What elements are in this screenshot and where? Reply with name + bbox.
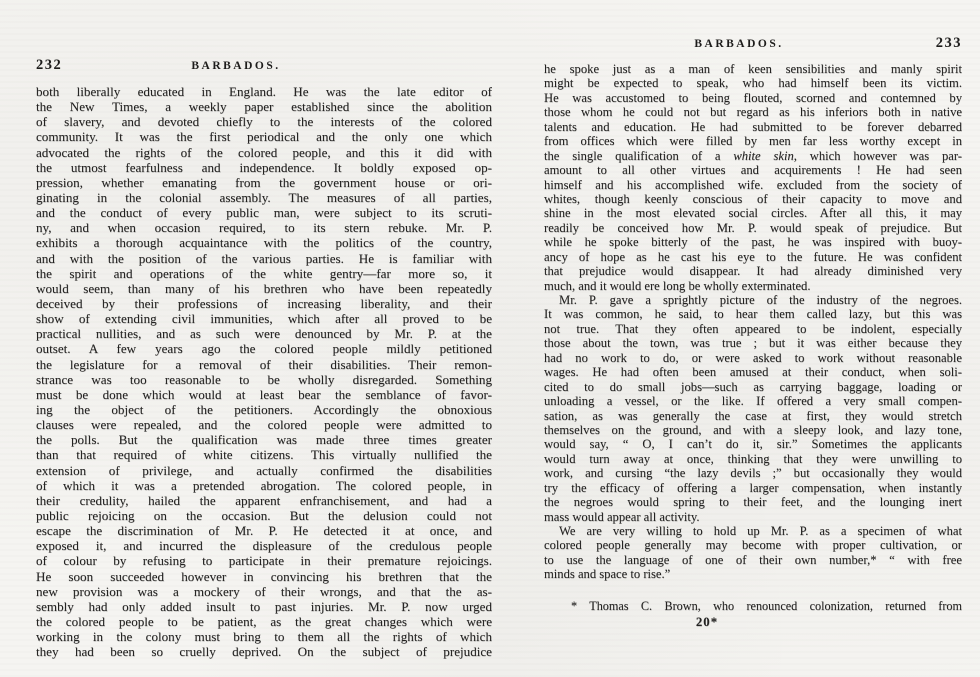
text-line: mass would appear all activity. (544, 509, 700, 524)
text-line: the legislature for a removal of their disabilities. Their remon- (36, 356, 492, 372)
signature-mark: 20* (695, 614, 719, 629)
text-line: He soon succeeded however in convincing his brethren that the (36, 568, 492, 584)
text-line: working in the colony must bring to them all the rights of which (36, 629, 492, 645)
text-line: the colored people to be patient, as the great changes which were (36, 613, 492, 629)
text-line: sembly had only added insult to past injuries. Mr. P. now urged (36, 598, 492, 614)
text-line: would seem, than many of his brethren who have been repeatedly (36, 280, 492, 296)
text-line: work, and cursing “the lazy devils ;” but occasionally they would (544, 466, 962, 481)
text-line: might be expected to speak, who had himself been its victim. (544, 76, 962, 91)
text-line: try the efficacy of offering a larger compensation, when instantly (544, 480, 962, 495)
text-line: the spirit and operations of the white gentry—far more so, it (36, 265, 492, 281)
text-line: from offices which were filled by men far less worthy except in (544, 134, 962, 149)
text-line: whites, though keenly conscious of their capacity to move and (544, 191, 962, 206)
text-line: of which it was a pretended abrogation. The colored people, in (36, 477, 492, 493)
text-line: their credulity, hailed the apparent enfranchisement, and had a (36, 492, 492, 508)
text-line: readily be conceived how Mr. P. would speak of prejudice. But (544, 220, 962, 235)
page-body-right (544, 62, 962, 582)
text-line: ginating in the colonial assembly. The measures of all parties, (36, 189, 492, 205)
text-line: talents and education. He had submitted to be forever debarred (544, 119, 962, 134)
text-line: pression, whether emanating from the government house or ori- (36, 174, 492, 190)
text-line: practical nullities, and as such were denounced by Mr. P. at the (36, 326, 492, 342)
text-line: of colour by refusing to participate in their premature rejoicings. (36, 553, 492, 569)
page-header-right (544, 35, 962, 51)
text-line: deceived by their professions of increasing liberality, and their (36, 295, 492, 311)
text-line: would turn away at once, thinking that they were unwilling to (544, 451, 962, 466)
text-line: those whom he could not but regard as his inferiors both in native (544, 105, 962, 120)
text-line: the utmost fearfulness and independence. It boldly exposed op- (36, 159, 492, 175)
text-line: strance was too reasonable to be wholly disregarded. Something (36, 371, 492, 387)
running-head-right: BARBADOS. (694, 38, 784, 50)
text-line: cited to do small jobs—such as carrying baggage, loading or (544, 379, 962, 394)
text-line: both liberally educated in England. He was the late editor of (36, 84, 492, 99)
text-line: the single qualification of a white skin, which however was par- (544, 148, 962, 163)
text-line: and the conduct of every public man, were subject to its scruti- (36, 205, 492, 221)
text-line: extension of privilege, and actually confirmed the disabilities (36, 462, 492, 478)
text-line: himself and his accomplished wife. excluded from the society of (544, 177, 962, 192)
text-line: they had been so cruelly deprived. On the subject of prejudice (36, 644, 492, 660)
text-line: while he spoke bitterly of the past, he was inspired with buoy- (544, 235, 962, 250)
text-line: colored people generally may become with proper cultivation, or (544, 538, 962, 553)
text-line: minds and space to rise.” (544, 567, 671, 582)
page-232 (36, 57, 492, 659)
text-line: Mr. P. gave a sprightly picture of the industry of the negroes. (559, 293, 962, 307)
page-number-left: 232 (36, 57, 63, 73)
text-line: clauses were repealed, and the colored people were admitted to (36, 417, 492, 433)
text-line: unloading a vessel, or the like. If offered a very small compen- (544, 394, 962, 409)
text-line: much, and it would ere long be wholly exterminated. (544, 278, 811, 293)
text-line: exposed it, and incurred the displeasure of the credulous people (36, 538, 492, 554)
text-line: themselves on the ground, and with a sleepy look, and lazy tone, (544, 422, 962, 437)
text-line: the polls. But the qualification was made three times greater (36, 432, 492, 448)
text-line: ancy of hope as he cast his eye to the future. He was confident (544, 249, 962, 264)
text-line: It was common, he said, to hear them called lazy, but this was (544, 307, 962, 322)
text-line: sation, as was generally the case at first, they would stretch (544, 408, 962, 423)
text-line: shine in the most elevated social circles. After all this, it may (544, 206, 962, 221)
text-line: show of extending civil immunities, which after all proved to be (36, 311, 492, 327)
text-line: and with the position of the various parties. He is familiar with (36, 250, 492, 266)
text-line: escape the discrimination of Mr. P. He detected it at once, and (36, 523, 492, 539)
footnote: * Thomas C. Brown, who renounced colonization, returned from (571, 598, 962, 613)
text-line: outset. A few years ago the colored people mildly petitioned (36, 341, 492, 357)
text-line: had no work to do, or were asked to work without reasonable (544, 350, 962, 365)
text-line: ing the object of the petitioners. Accordingly the obnoxious (36, 401, 492, 417)
text-line: those about the town, was true ; but it was either because they (544, 336, 962, 351)
text-line: to use the language of one of their own number,* “ with free (544, 552, 962, 567)
page-header-left (36, 57, 492, 73)
page-233 (544, 35, 962, 630)
text-line: the New Times, a weekly paper established since the abolition (36, 99, 492, 115)
page-number-right: 233 (935, 35, 962, 51)
text-line: not true. That they often appeared to be indolent, especially (544, 321, 962, 336)
text-line: wages. He had often been amused at their conduct, when soli- (544, 365, 962, 380)
text-line: We are very willing to hold up Mr. P. as a specimen of what (559, 524, 962, 538)
text-line: than that required of white citizens. This virtually nullified the (36, 447, 492, 463)
text-line: advocated the rights of the colored people, and this it did with (36, 144, 492, 160)
text-line: ny, and when occasion required, to its stern rebuke. Mr. P. (36, 220, 492, 236)
running-head-left: BARBADOS. (191, 60, 281, 72)
text-line: that prejudice would disappear. It had already diminished very (544, 264, 962, 279)
text-line: exhibits a thorough acquaintance with the politics of the country, (36, 235, 492, 251)
text-line: community. It was the first periodical and the only one which (36, 129, 492, 145)
text-line: would say, “ O, I can’t do it, sir.” Sometimes the applicants (544, 437, 962, 452)
text-line: He was accustomed to being flouted, scorned and contemned by (544, 90, 962, 105)
page-body-left (36, 84, 492, 659)
text-line: the negroes would spring to their feet, and the lounging inert (544, 495, 962, 510)
text-line: amount to all other virtues and acquirements ! He had seen (544, 163, 962, 178)
text-line: he spoke just as a man of keen sensibilities and manly spirit (544, 62, 962, 76)
text-line: public rejoicing on the occasion. But the delusion could not (36, 507, 492, 523)
text-line: must be done which would at least bear the semblance of favor- (36, 386, 492, 402)
text-line: new provision was a mockery of their wrongs, and that the as- (36, 583, 492, 599)
text-line: of slavery, and devoted chiefly to the interests of the colored (36, 114, 492, 130)
